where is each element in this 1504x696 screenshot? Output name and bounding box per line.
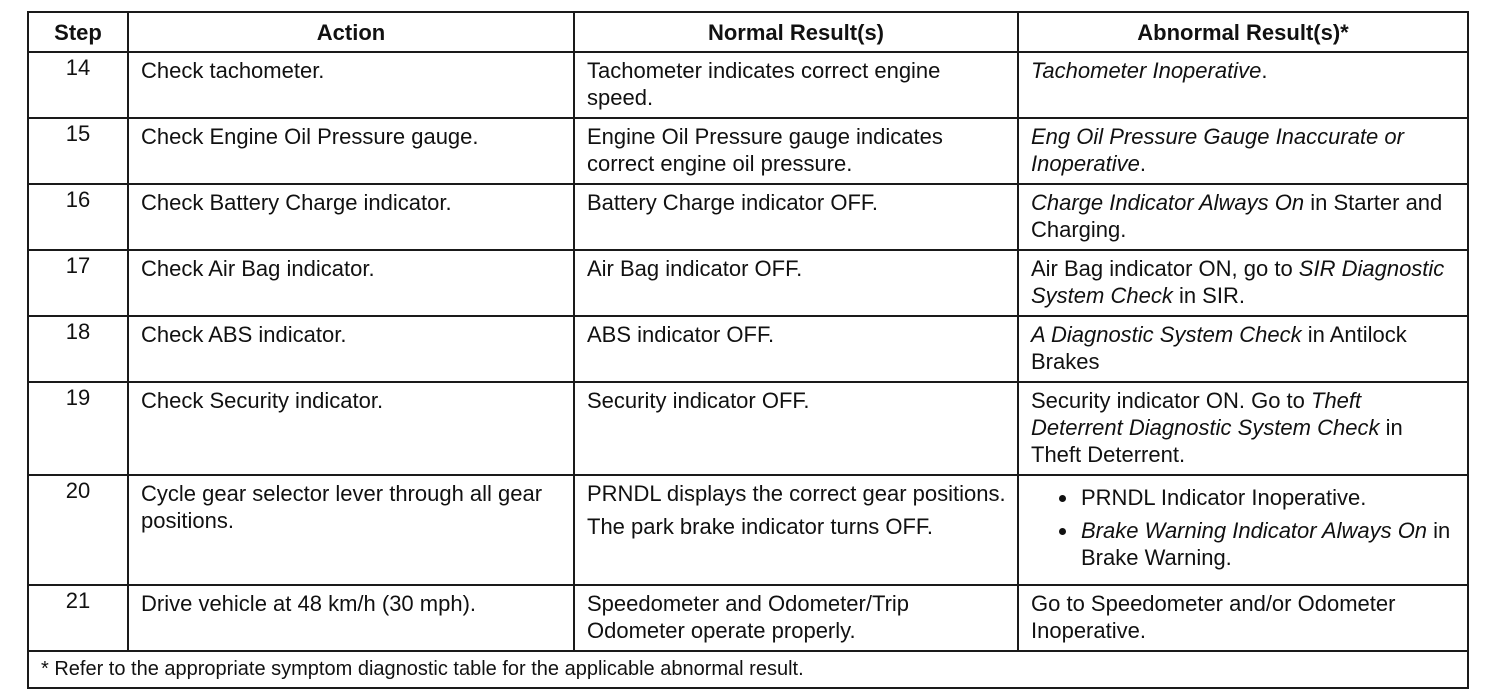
header-action: Action: [128, 12, 574, 52]
action-cell: Check Air Bag indicator.: [128, 250, 574, 316]
step-number: 17: [28, 250, 128, 316]
italic-text: A Diagnostic System Check: [1031, 322, 1302, 347]
step-number: 21: [28, 585, 128, 651]
normal-result-cell: [574, 250, 1018, 316]
table-row: [28, 382, 1468, 475]
italic-text: Theft Deterrent Diagnostic System Check: [1031, 388, 1380, 440]
step-number: 18: [28, 316, 128, 382]
abnormal-list-item: [1079, 517, 1457, 571]
header-abnormal-result: Abnormal Result(s)*: [1018, 12, 1468, 52]
normal-result-line: Tachometer indicates correct engine speed.: [587, 58, 941, 110]
text-segment: Air Bag indicator ON, go to: [1031, 256, 1299, 281]
action-cell: Check Security indicator.: [128, 382, 574, 475]
table-row: [28, 118, 1468, 184]
action-cell: Check Battery Charge indicator.: [128, 184, 574, 250]
action-cell: Check ABS indicator.: [128, 316, 574, 382]
normal-result-line: Speedometer and Odometer/Trip Odometer operate properly.: [587, 591, 910, 643]
step-number: 14: [28, 52, 128, 118]
normal-result-line: PRNDL displays the correct gear positions.: [587, 481, 1006, 506]
header-row: [28, 12, 1468, 52]
action-cell: Drive vehicle at 48 km/h (30 mph).: [128, 585, 574, 651]
abnormal-result-line: [1031, 57, 1457, 84]
step-number: 19: [28, 382, 128, 475]
abnormal-result-cell: [1018, 52, 1468, 118]
step-number: 16: [28, 184, 128, 250]
italic-text: SIR Diagnostic System Check: [1031, 256, 1445, 308]
text-segment: in Theft Deterrent.: [1031, 415, 1403, 467]
diagnostic-table: [27, 11, 1469, 689]
table-row: [28, 585, 1468, 651]
normal-result-cell: [574, 118, 1018, 184]
italic-text: Eng Oil Pressure Gauge Inaccurate or Inoperative: [1031, 124, 1404, 176]
abnormal-result-list: [1031, 484, 1457, 571]
text-segment: in SIR.: [1172, 283, 1245, 308]
footnote-row: [28, 651, 1468, 688]
table-body: [28, 52, 1468, 651]
normal-result-cell: [574, 316, 1018, 382]
abnormal-result-cell: [1018, 382, 1468, 475]
table-row: [28, 184, 1468, 250]
text-segment: in Starter and Charging.: [1031, 190, 1443, 242]
table-row: [28, 475, 1468, 585]
normal-result-line: Engine Oil Pressure gauge indicates correct engine oil pressure.: [587, 124, 943, 176]
normal-result-cell: [574, 184, 1018, 250]
text-segment: Go to Speedometer and/or Odometer Inoperative.: [1031, 591, 1396, 643]
abnormal-result-cell: [1018, 250, 1468, 316]
abnormal-result-line: [1031, 387, 1457, 468]
header-normal-result: Normal Result(s): [574, 12, 1018, 52]
normal-result-line: Battery Charge indicator OFF.: [587, 190, 879, 215]
action-cell: Check tachometer.: [128, 52, 574, 118]
abnormal-result-cell: [1018, 316, 1468, 382]
table-row: [28, 316, 1468, 382]
abnormal-result-line: [1031, 189, 1457, 243]
text-segment: Security indicator ON. Go to: [1031, 388, 1311, 413]
abnormal-result-cell: [1018, 475, 1468, 585]
italic-text: Charge Indicator Always On: [1031, 190, 1305, 215]
abnormal-result-cell: [1018, 184, 1468, 250]
text-segment: .: [1139, 151, 1146, 176]
header-step: Step: [28, 12, 128, 52]
text-segment: in Antilock Brakes: [1031, 322, 1407, 374]
normal-result-line: Security indicator OFF.: [587, 388, 810, 413]
text-segment: .: [1261, 58, 1268, 83]
text-segment: in Brake Warning.: [1081, 518, 1451, 570]
action-cell: Cycle gear selector lever through all gear positions.: [128, 475, 574, 585]
abnormal-result-line: [1031, 321, 1457, 375]
abnormal-result-cell: [1018, 585, 1468, 651]
normal-result-cell: [574, 585, 1018, 651]
step-number: 15: [28, 118, 128, 184]
italic-text: Tachometer Inoperative: [1031, 58, 1262, 83]
abnormal-result-line: [1031, 255, 1457, 309]
normal-result-cell: [574, 382, 1018, 475]
abnormal-result-cell: [1018, 118, 1468, 184]
footnote: * Refer to the appropriate symptom diagnostic table for the applicable abnormal result.: [28, 651, 1468, 688]
normal-result-cell: [574, 52, 1018, 118]
table-row: [28, 250, 1468, 316]
normal-result-line: The park brake indicator turns OFF.: [587, 514, 934, 539]
normal-result-line: Air Bag indicator OFF.: [587, 256, 803, 281]
normal-result-cell: [574, 475, 1018, 585]
abnormal-result-line: [1031, 123, 1457, 177]
italic-text: Brake Warning Indicator Always On: [1081, 518, 1428, 543]
normal-result-line: ABS indicator OFF.: [587, 322, 775, 347]
table-row: [28, 52, 1468, 118]
text-segment: PRNDL Indicator Inoperative.: [1081, 485, 1367, 510]
abnormal-list-item: [1079, 484, 1457, 511]
step-number: 20: [28, 475, 128, 585]
action-cell: Check Engine Oil Pressure gauge.: [128, 118, 574, 184]
abnormal-result-line: [1031, 590, 1457, 644]
